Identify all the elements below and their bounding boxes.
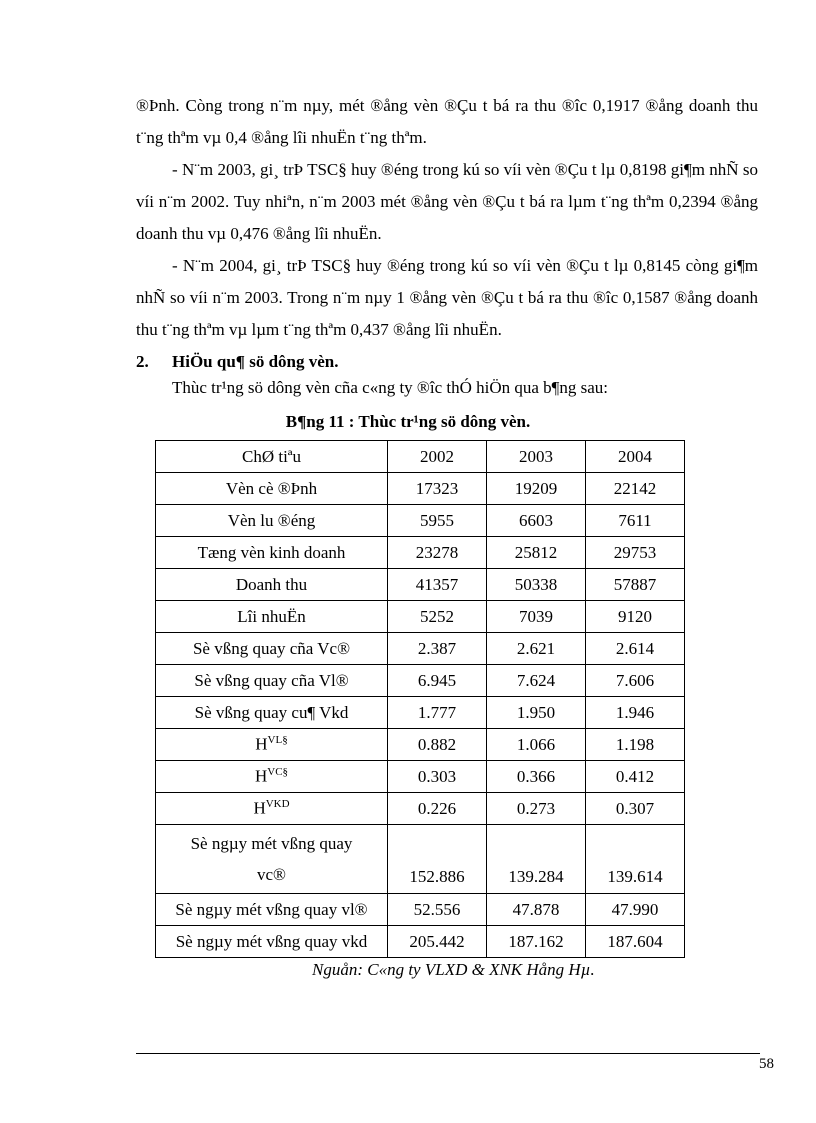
cell-value: 1.950: [487, 697, 586, 729]
cell-value: 7.624: [487, 665, 586, 697]
cell-value: 23278: [388, 537, 487, 569]
cell-value: 139.284: [487, 825, 586, 894]
cell-value: 7611: [586, 505, 685, 537]
ratio-superscript: VC§: [267, 766, 289, 779]
cell-value: 0.226: [388, 793, 487, 825]
ratio-superscript: VKD: [265, 798, 290, 811]
section-number: 2.: [136, 352, 149, 371]
cell-value: 29753: [586, 537, 685, 569]
row-label: [156, 793, 388, 825]
cell-value: 1.198: [586, 729, 685, 761]
cell-value: 0.882: [388, 729, 487, 761]
cell-value: 41357: [388, 569, 487, 601]
cell-value: 5955: [388, 505, 487, 537]
cell-value: 47.990: [586, 894, 685, 926]
table-row: [156, 793, 685, 825]
section-intro: Thùc tr¹ng sö dông vèn cña c«ng ty ®îc thÓ hiÖn qua b¶ng sau:: [172, 378, 608, 397]
paragraph-1: ®Þnh. Còng trong n¨m nµy, mét ®ång vèn ®Çu t bá ra thu ®îc 0,1917 ®ång doanh thu t¨ng thªm vµ 0,4 ®ång lîi nhuËn t¨ng thªm.: [136, 96, 758, 147]
table-row: [156, 926, 685, 958]
cell-value: 7039: [487, 601, 586, 633]
table-row: [156, 665, 685, 697]
ratio-superscript: VL§: [267, 734, 288, 747]
page-number: 58: [759, 1056, 774, 1072]
cell-value: 25812: [487, 537, 586, 569]
cell-value: 19209: [487, 473, 586, 505]
cell-value: 1.777: [388, 697, 487, 729]
cell-value: 187.604: [586, 926, 685, 958]
row-label: Vèn cè ®Þnh: [156, 473, 388, 505]
paragraph-3: - N¨m 2004, gi¸ trÞ TSC§ huy ®éng trong kú so víi vèn ®Çu t lµ 0,8145 còng gi¶m nhÑ so víi n¨m 2003. Trong n¨m nµy 1 ®ång vèn ®Çu t bá ra thu ®îc 0,1587 ®ång doanh thu t¨ng thªm vµ lµm t¨ng thªm 0,437 ®ång lîi nhuËn.: [136, 256, 758, 339]
cell-value: 152.886: [388, 825, 487, 894]
row-label: Sè ngµy mét vßng quay vkd: [156, 926, 388, 958]
cell-value: 6.945: [388, 665, 487, 697]
table-row: [156, 569, 685, 601]
table-row: [156, 601, 685, 633]
cell-value: 7.606: [586, 665, 685, 697]
cell-value: 47.878: [487, 894, 586, 926]
row-label-line1: Sè ngµy mét vßng quay: [190, 834, 353, 853]
table-row: [156, 505, 685, 537]
row-label: Sè vßng quay cña Vc®: [156, 633, 388, 665]
paragraph-2: - N¨m 2003, gi¸ trÞ TSC§ huy ®éng trong kú so víi vèn ®Çu t lµ 0,8198 gi¶m nhÑ so víi n¨m 2002. Tuy nhiªn, n¨m 2003 mét ®ång vèn ®Çu t bá ra lµm t¨ng thªm 0,2394 ®ång doanh thu vµ 0,476 ®ång lîi nhuËn.: [136, 160, 758, 243]
cell-value: 2.621: [487, 633, 586, 665]
cell-value: 5252: [388, 601, 487, 633]
cell-value: 50338: [487, 569, 586, 601]
row-label: [156, 729, 388, 761]
ratio-symbol: H: [253, 798, 266, 818]
table-row: [156, 633, 685, 665]
row-label-line2: vc®: [257, 865, 286, 884]
capital-usage-table: [155, 440, 685, 958]
header-cell: 2002: [388, 441, 487, 473]
cell-value: 0.303: [388, 761, 487, 793]
cell-value: 17323: [388, 473, 487, 505]
ratio-symbol: H: [254, 766, 268, 786]
table-row: [156, 761, 685, 793]
cell-value: 2.614: [586, 633, 685, 665]
section-heading: [136, 352, 339, 372]
cell-value: 0.307: [586, 793, 685, 825]
row-label: [156, 761, 388, 793]
table-row: [156, 729, 685, 761]
row-label: Sè vßng quay cu¶ Vkd: [156, 697, 388, 729]
table-source: Nguån: C«ng ty VLXD & XNK Hång Hµ.: [312, 960, 595, 979]
cell-value: 9120: [586, 601, 685, 633]
footer-divider: [136, 1053, 760, 1054]
row-label: Sè ngµy mét vßng quay vl®: [156, 894, 388, 926]
row-label: Sè vßng quay cña Vl®: [156, 665, 388, 697]
table-title: B¶ng 11 : Thùc tr¹ng sö dông vèn.: [285, 412, 531, 431]
cell-value: 0.273: [487, 793, 586, 825]
table-row: [156, 697, 685, 729]
cell-value: 0.412: [586, 761, 685, 793]
row-label: Doanh thu: [156, 569, 388, 601]
ratio-symbol: H: [255, 734, 268, 754]
row-label: [156, 825, 388, 894]
cell-value: 57887: [586, 569, 685, 601]
cell-value: 139.614: [586, 825, 685, 894]
header-cell: 2003: [487, 441, 586, 473]
header-cell: 2004: [586, 441, 685, 473]
table-row: [156, 537, 685, 569]
header-cell: ChØ tiªu: [156, 441, 388, 473]
table-row: [156, 894, 685, 926]
row-label: Tæng vèn kinh doanh: [156, 537, 388, 569]
section-title: HiÖu qu¶ sö dông vèn.: [172, 352, 339, 371]
cell-value: 1.946: [586, 697, 685, 729]
cell-value: 2.387: [388, 633, 487, 665]
table-row: [156, 473, 685, 505]
cell-value: 1.066: [487, 729, 586, 761]
table-row: [156, 825, 685, 894]
row-label: Vèn lu ®éng: [156, 505, 388, 537]
row-label: Lîi nhuËn: [156, 601, 388, 633]
cell-value: 205.442: [388, 926, 487, 958]
cell-value: 6603: [487, 505, 586, 537]
table-header-row: [156, 441, 685, 473]
cell-value: 22142: [586, 473, 685, 505]
cell-value: 52.556: [388, 894, 487, 926]
cell-value: 0.366: [487, 761, 586, 793]
cell-value: 187.162: [487, 926, 586, 958]
